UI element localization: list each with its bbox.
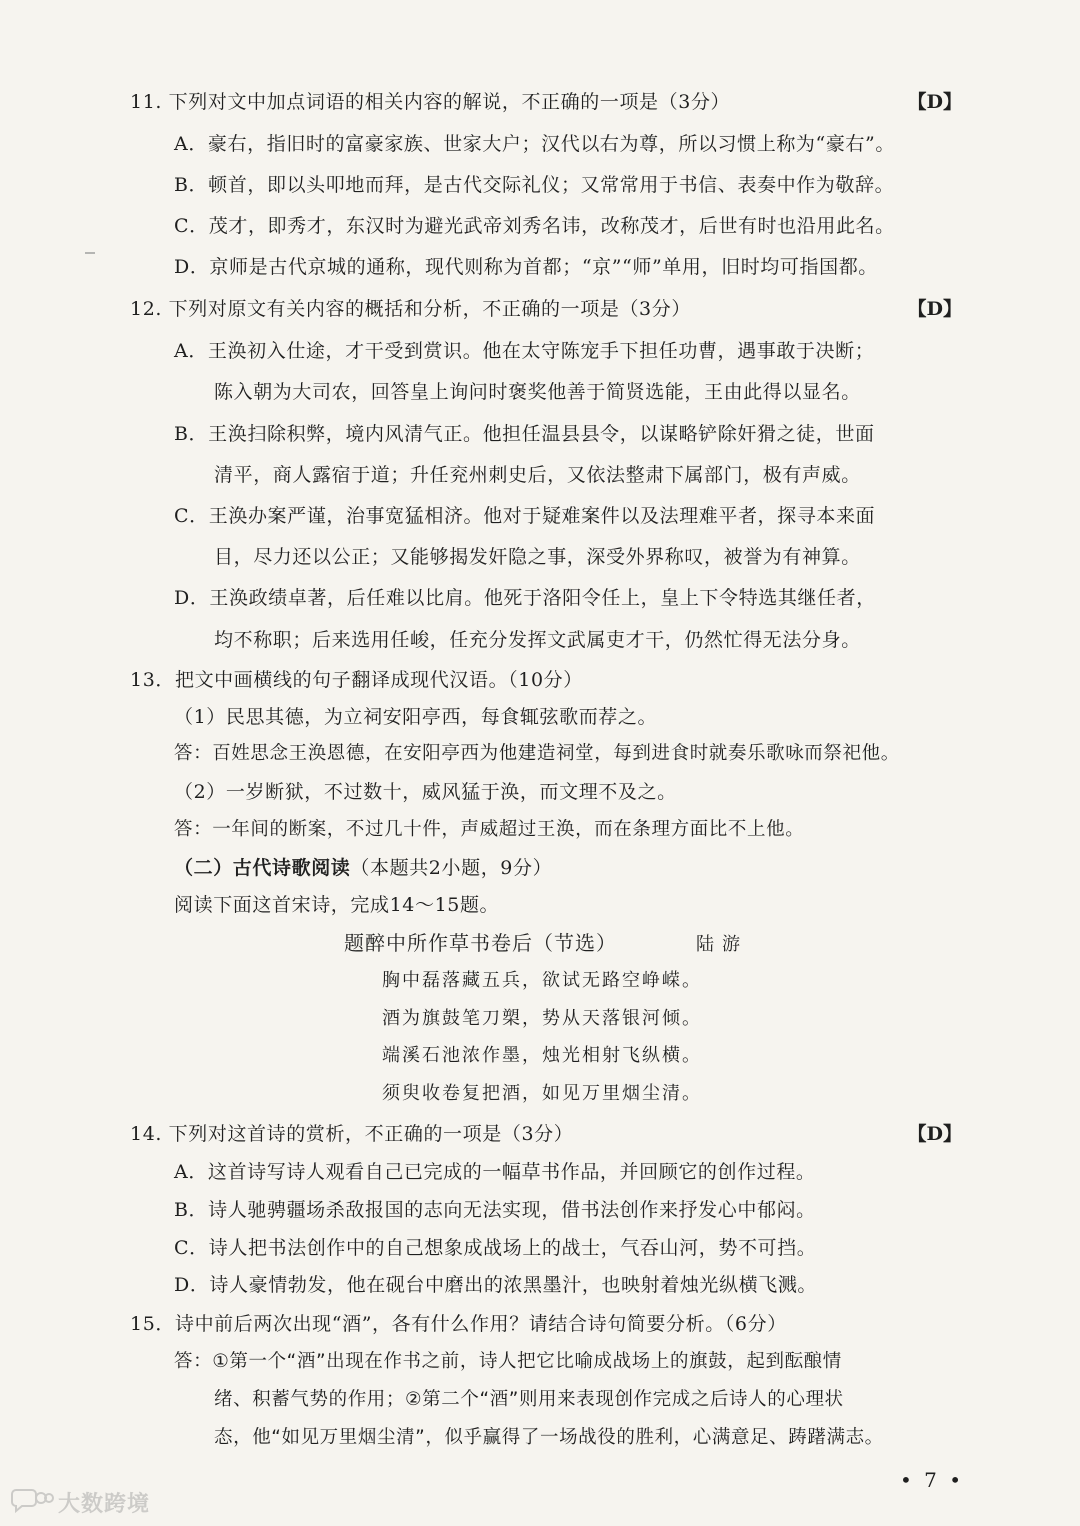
q11-option-c: C．茂才，即秀才，东汉时为避光武帝刘秀名讳，改称茂才，后世有时也沿用此名。 — [174, 215, 895, 237]
q15-answer-line-2: 绪、积蓄气势的作用；②第二个“酒”则用来表现创作完成之后诗人的心理状 — [214, 1389, 844, 1410]
scan-speck — [85, 252, 95, 254]
q12-answer-key: 【D】 — [907, 298, 962, 320]
q15-stem: 15．诗中前后两次出现“酒”，各有什么作用？请结合诗句简要分析。（6分） — [130, 1313, 787, 1335]
q13-stem: 13．把文中画横线的句子翻译成现代汉语。（10分） — [130, 669, 583, 691]
q12-option-d-cont: 均不称职；后来选用任峻，任充分发挥文武属吏才干，仍然忙得无法分身。 — [214, 629, 861, 651]
chat-bubble-icon — [10, 1486, 54, 1518]
poem-line: 须臾收卷复把酒，如见万里烟尘清。 — [382, 1083, 702, 1104]
q11-answer-key: 【D】 — [907, 91, 962, 113]
poem-title: 题醉中所作草书卷后（节选） — [344, 931, 617, 955]
section-heading: （二）古代诗歌阅读 — [174, 857, 351, 879]
q14-option-a: A．这首诗写诗人观看自己已完成的一幅草书作品，并回顾它的创作过程。 — [174, 1161, 816, 1183]
q15-answer-line-1: 答：①第一个“酒”出现在作书之前，诗人把它比喻成战场上的旗鼓，起到酝酿情 — [174, 1351, 842, 1372]
q11-option-d: D．京师是古代京城的通称，现代则称为首都；“京”“师”单用，旧时均可指国都。 — [174, 256, 878, 278]
q13-sentence-2: （2）一岁断狱，不过数十，威风猛于涣，而文理不及之。 — [174, 781, 677, 803]
page-number: • 7 • — [900, 1468, 965, 1492]
q13-answer-1: 答：百姓思念王涣恩德，在安阳亭西为他建造祠堂，每到进食时就奏乐歌咏而祭祀他。 — [174, 743, 900, 764]
q14-answer-key: 【D】 — [907, 1123, 962, 1145]
poem-line: 酒为旗鼓笔刀槊，势从天落银河倾。 — [382, 1008, 702, 1029]
q14-stem: 14. 下列对这首诗的赏析，不正确的一项是（3分） — [130, 1123, 574, 1145]
q13-answer-2: 答：一年间的断案，不过几十件，声威超过王涣，而在条理方面比不上他。 — [174, 819, 805, 840]
q11-option-a: A．豪右，指旧时的富豪家族、世家大户；汉代以右为尊，所以习惯上称为“豪右”。 — [174, 133, 895, 155]
q12-option-d: D．王涣政绩卓著，后任难以比肩。他死于洛阳令任上，皇上下令特选其继任者， — [174, 587, 876, 609]
q14-option-b: B．诗人驰骋疆场杀敌报国的志向无法实现，借书法创作来抒发心中郁闷。 — [174, 1199, 816, 1221]
q12-option-a-cont: 陈入朝为大司农，回答皇上询问时褒奖他善于简贤选能，王由此得以显名。 — [214, 381, 861, 403]
q12-option-c-cont: 目，尽力还以公正；又能够揭发奸隐之事，深受外界称叹，被誉为有神算。 — [214, 546, 861, 568]
watermark-text: 大数跨境 — [58, 1491, 151, 1517]
q15-answer-line-3: 态，他“如见万里烟尘清”，似乎赢得了一场战役的胜利，心满意足、踌躇满志。 — [214, 1427, 884, 1448]
q12-option-b-cont: 清平，商人露宿于道；升任兖州刺史后，又依法整肃下属部门，极有声威。 — [214, 464, 861, 486]
section-intro: 阅读下面这首宋诗，完成14～15题。 — [174, 894, 500, 916]
poem-line: 端溪石池浓作墨，烛光相射飞纵横。 — [382, 1045, 702, 1066]
watermark — [10, 1486, 150, 1518]
q12-option-c: C．王涣办案严谨，治事宽猛相济。他对于疑难案件以及法理难平者，探寻本来面 — [174, 505, 876, 527]
q11-option-b: B．顿首，即以头叩地而拜，是古代交际礼仪；又常常用于书信、表奏中作为敬辞。 — [174, 174, 895, 196]
poem-line: 胸中磊落藏五兵，欲试无路空峥嵘。 — [382, 970, 702, 991]
q13-sentence-1: （1）民思其德，为立祠安阳亭西，每食辄弦歌而荐之。 — [174, 706, 658, 728]
section-heading-line — [174, 854, 552, 882]
q12-stem: 12. 下列对原文有关内容的概括和分析，不正确的一项是（3分） — [130, 298, 691, 320]
section-note: （本题共2小题，9分） — [350, 857, 553, 879]
q14-option-d: D．诗人豪情勃发，他在砚台中磨出的浓黑墨汁，也映射着烛光纵横飞溅。 — [174, 1274, 818, 1296]
q14-option-c: C．诗人把书法创作中的自己想象成战场上的战士，气吞山河，势不可挡。 — [174, 1237, 817, 1259]
poem-author: 陆游 — [696, 934, 748, 955]
q11-stem: 11. 下列对文中加点词语的相关内容的解说，不正确的一项是（3分） — [130, 91, 731, 113]
q12-option-b: B．王涣扫除积弊，境内风清气正。他担任温县县令，以谋略铲除奸猾之徒，世面 — [174, 423, 875, 445]
q12-option-a: A．王涣初入仕途，才干受到赏识。他在太守陈宠手下担任功曹，遇事敢于决断； — [174, 340, 875, 362]
